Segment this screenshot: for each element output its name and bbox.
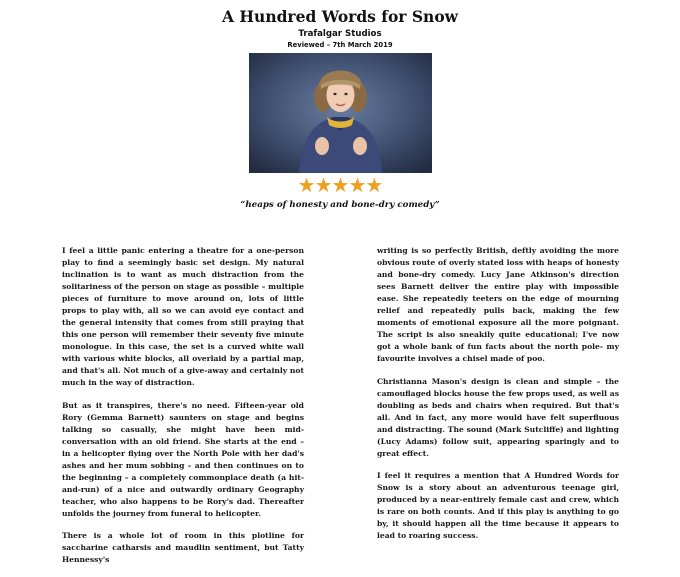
star-icon: ★ [331,173,349,197]
review-paragraph: But as it transpires, there's no need. Fifteen-year old Rory (Gemma Barnett) saunters on stage and begins talking so casually, she might have been mid-conversation with an old friend. She starts at the end – in a helicopter flying over the North Pole with her dad's ashes and her mum sobbing – and then continues on to the beginning – a completely commonplace death (a hit-and-run) of a nice and outwardly ordinary Geography teacher, who also happens to be Rory's dad. Thereafter unfolds the journey from funeral to helicopter. [62,400,304,518]
pull-quote: “heaps of honesty and bone-dry comedy” [240,200,440,210]
production-photo [249,53,432,173]
review-column-left [62,245,304,577]
review-header [0,7,680,51]
star-icon: ★ [365,173,383,197]
review-paragraph: Christianna Mason's design is clean and simple – the camouflaged blocks house the few props used, as well as doubling as beds and chairs when required. But that's all. And in fact, any more would have felt superfluous and distracting. The sound (Mark Sutcliffe) and lighting (Lucy Adams) follow suit, appearing sparingly and to great effect. [377,376,619,458]
star-icon: ★ [314,173,332,197]
review-paragraph: There is a whole lot of room in this plotline for saccharine catharsis and maudlin sentiment, but Tatty Hennessy's [62,531,304,564]
review-date: Reviewed – 7th March 2019 [287,41,393,49]
star-icon: ★ [297,173,315,197]
review-column-right [377,245,619,553]
review-paragraph: I feel it requires a mention that A Hundred Words for Snow is a story about an adventurous teenage girl, produced by a near-entirely female cast and crew, which is rare on both counts. And if this play is anything to go by, it should happen all the time because it appears to lead to roaring success. [377,471,619,540]
star-rating [0,174,680,196]
star-icon: ★ [348,173,366,197]
review-paragraph: writing is so perfectly British, deftly avoiding the more obvious route of overly stated loss with heaps of honesty and bone-dry comedy. Lucy Jane Atkinson's direction sees Barnett deliver the entire play with impossible ease. She repeatedly teeters on the edge of mourning relief and repeatedly pulls back, making the few moments of emotional exposure all the more poignant. The script is also sneakily quite educational; I've now got a whole bank of fun facts about the north pole- my favourite involves a chisel made of poo. [377,246,619,363]
review-paragraph: I feel a little panic entering a theatre for a one-person play to find a seemingly basic set design. My natural inclination is to want as much distraction from the solitariness of the person on stage as possible – multiple pieces of furniture to move around on, lots of little props to play with, all so we can avoid eye contact and the general intensity that comes from still praying that this one person will remember their seventy five minute monologue. In this case, the set is a curved white wall with various white blocks, all overlaid by a partial map, and that's all. Not much of a give-away and certainly not much in the way of distraction. [62,246,304,387]
page-title: A Hundred Words for Snow [221,7,459,26]
venue-name: Trafalgar Studios [298,29,382,39]
